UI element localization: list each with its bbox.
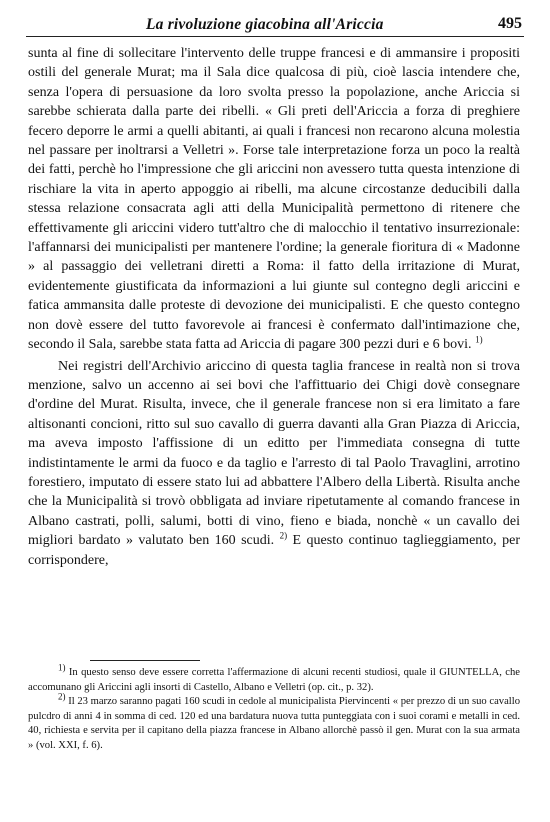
footnotes <box>28 662 520 754</box>
paragraph <box>28 357 520 570</box>
page-number: 495 <box>498 15 522 32</box>
footnote <box>28 662 520 695</box>
page-header <box>26 14 524 37</box>
footnote-text: In questo senso deve essere corretta l'affermazione di alcuni recenti studiosi, quale il GIUNTELLA, che accomunano gli Ariccini agli insorti di Castello, Albano e Velletri (op. cit., p. 32). <box>28 667 520 693</box>
paragraph-text: Nei registri dell'Archivio ariccino di questa taglia francese in realtà non si trova menzione, salvo un accenno ai sei bovi che l'affittuario dei Chigi dovè consegnare d'ordine del Murat. Risulta, invece, che il generale francese non si era limitato a fare altisonanti concioni, ritto sul suo cavallo di guerra davanti alla Gran Piazza di Ariccia, ma aveva imposto l'affissione di un editto per l'immediata consegna di tutte indistintamente le armi da fuoco e da taglio e l'arresto di tal Paolo Travaglini, arrotino forestiero, imputato di essere stato lui ad abbattere l'Albero della Libertà. Risulta anche che la Municipalità si trovò obbligata ad inviare ripetutamente al comando francese in Albano castrati, polli, salumi, botti di vino, fieno e biada, nonchè « un cavallo dei migliori bardato » valutato ben 160 scudi. <box>28 358 520 549</box>
footnote <box>28 691 520 753</box>
footnote-marker: 1) <box>58 662 66 673</box>
paragraph-text: E questo continuo taglieggiamento, per corrispondere, <box>28 533 521 568</box>
running-title: La rivoluzione giacobina all'Ariccia <box>146 16 384 33</box>
footnote-reference: 2) <box>279 530 288 541</box>
body-text <box>28 44 520 570</box>
paragraph-text: sunta al fine di sollecitare l'intervento delle truppe francesi e di ammansire i propositi ostili del generale Murat; ma il Sala dice qualcosa di più, cioè lascia intendere che, senza l'opera di persuasione da loro svolta presso la popolazione, anche Ariccia si sarebbe schierata dalla parte dei ribelli. « Gli preti dell'Ariccia a forza di preghiere fecero deporre le armi a quelli abitanti, ai quali i francesi non recarono alcuna molestia nel passare per inoltrarsi a Velletri ». Forse tale interpretazione forza un poco la realtà dei fatti, perchè ho l'impressione che gli ariccini non avessero tutta questa intenzione di rischiare la vita in aperto appoggio ai ribelli, ma alcune circostanze deducibili dalla stessa relazione consacrata agli atti della Municipalità permettono di ritenere che effettivamente gli ariccini videro tutt'altro che di malocchio il tentativo insurrezionale: l'affannarsi dei municipalisti per mantenere l'ordine; la generale fioritura di « Madonne » al passaggio dei velletrani diretti a Roma: il fatto della irritazione di Murat, evidentemente giustificata da informazioni a lui giunte sul contegno degli ariccini e fatica ammansita dalle proteste di devozione dei municipalisti. E che questo contegno non dovè essere del tutto favorevole ai francesi è confermato dall'intimazione che, secondo il Sala, sarebbe stata fatta ad Ariccia di pagare 300 pezzi duri e 6 bovi. <box>28 46 520 353</box>
footnote-marker: 2) <box>58 691 66 702</box>
footnote-divider <box>90 660 200 661</box>
footnote-text: Il 23 marzo saranno pagati 160 scudi in cedole al municipalista Piervincenti « per prezzo di un suo cavallo pulcdro di anni 4 in somma di ced. 120 ed una bardatura nuova tutta punteggiata con i suoi corami e metalli in ced. 40, richiesta e servita per il capitano della piazza francese in Albano allorchè passò il gen. Murat con la sua armata » (vol. XXI, f. 6). <box>28 696 520 751</box>
paragraph <box>28 44 520 355</box>
footnote-reference: 1) <box>475 334 483 345</box>
